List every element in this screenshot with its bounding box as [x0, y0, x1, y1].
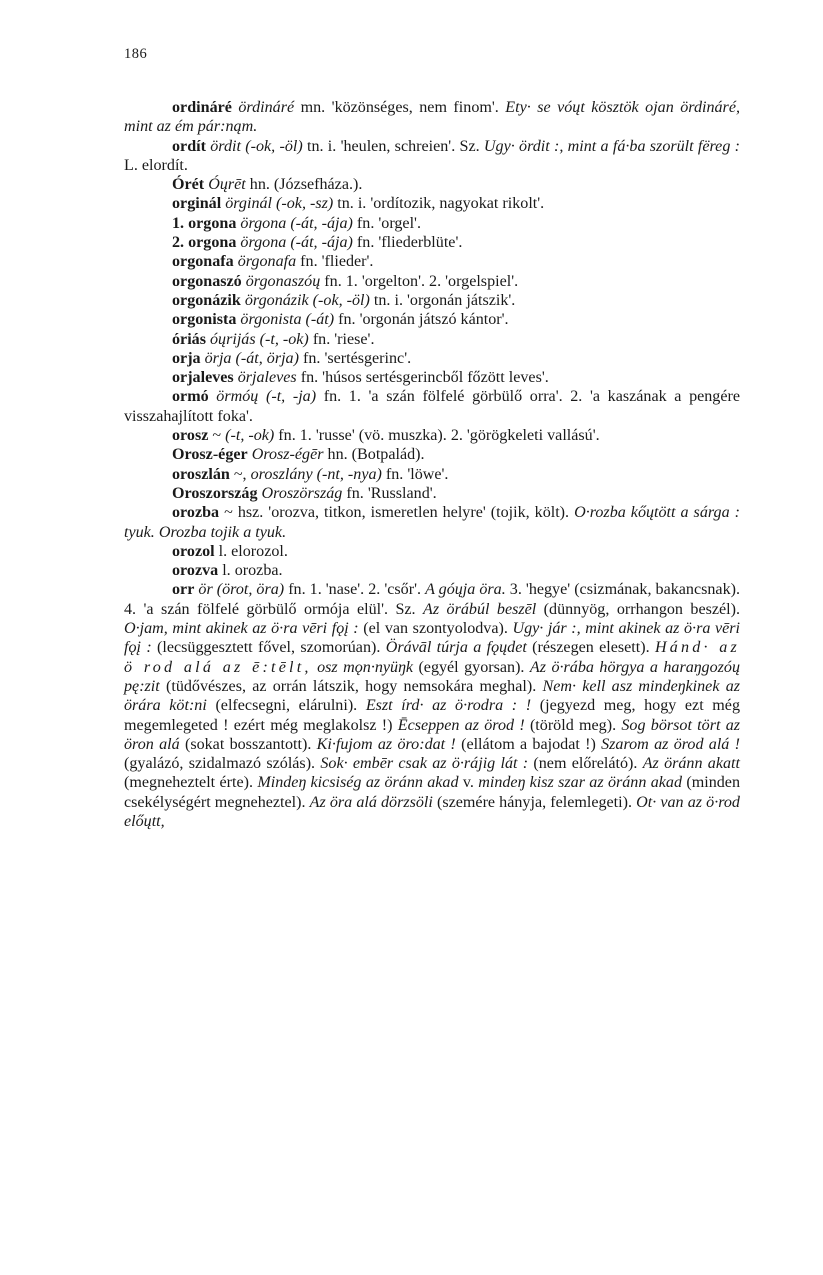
text-run: fn. 'húsos sertésgerincből főzött leves'.	[296, 369, 549, 387]
entry-headword: orozva	[172, 562, 219, 580]
dictionary-entry	[124, 445, 740, 464]
entry-headword: 2. orgona	[172, 234, 237, 252]
italic-run: örgona (-át, -ája)	[236, 234, 353, 252]
dictionary-text-column	[124, 98, 740, 831]
italic-run: Nem· kell asz mindeŋkinek az örára köt:ni	[124, 677, 740, 715]
italic-run: mindeŋ kisz szar az öránn akad	[478, 774, 683, 792]
text-run: 3. 'hegye' (csizmának, bakancsnak). 4. 'a szán fölfelé görbülő ormója elül'. Sz.	[124, 581, 740, 618]
text-run: (minden csekélységért megneheztel).	[124, 774, 740, 811]
italic-run: Eszt írd· az ö·rodra : !	[365, 697, 532, 715]
entry-headword: orr	[172, 581, 195, 599]
italic-run: örginál (-ok, -sz)	[221, 195, 334, 213]
text-run: fn. 1. 'nase'. 2. 'csőr'.	[284, 581, 426, 599]
dictionary-entry	[124, 214, 740, 233]
entry-headword: orgonista	[172, 311, 237, 329]
entry-headword: ormó	[172, 388, 209, 406]
text-run: fn. 'orgel'.	[352, 214, 421, 232]
text-run: hn. (Józsefháza.).	[245, 176, 363, 194]
italic-run: A góųja öra.	[425, 581, 506, 599]
text-run: fn. 1. 'orgelton'. 2. 'orgelspiel'.	[320, 272, 519, 290]
entry-headword: orgonafa	[172, 253, 234, 271]
text-run: (egyél gyorsan).	[412, 658, 530, 676]
entry-headword: orjaleves	[172, 369, 234, 387]
text-run: (dünnyög, orrhangon beszél).	[536, 600, 740, 618]
text-run: (tüdővészes, az orrán látszik, hogy nemsokára meghal).	[159, 677, 543, 695]
dictionary-entry	[124, 272, 740, 291]
entry-headword: Órét	[172, 176, 205, 194]
dictionary-entry	[124, 349, 740, 368]
text-run: fn. 1. 'russe' (vö. muszka). 2. 'görögkeleti vallású'.	[274, 427, 600, 445]
italic-run: Az örábúl beszēl	[423, 600, 537, 618]
text-run: (ellátom a bajodat !)	[455, 735, 602, 753]
entry-headword: Orosz-éger	[172, 446, 248, 464]
entry-headword: orginál	[172, 195, 222, 213]
entry-headword: oroszlán	[172, 465, 230, 483]
italic-run: ördináré	[231, 99, 295, 116]
text-run: (lecsüggesztett fővel, szomorúan).	[151, 639, 386, 657]
italic-run: örgona (-át, -ája)	[236, 214, 353, 232]
dictionary-entry	[124, 542, 740, 561]
text-run: (nem előrelátó).	[528, 755, 643, 773]
italic-run: Ot· van az ö·rod előųtt,	[124, 793, 740, 830]
entry-headword: orgonaszó	[172, 272, 242, 290]
text-run: (szemére hányja, felemlegeti).	[432, 793, 637, 811]
page-number: 186	[124, 46, 148, 62]
dictionary-entry	[124, 484, 740, 503]
italic-run: Oroszörszág	[257, 484, 343, 502]
text-run: (sokat bosszantott).	[179, 735, 317, 753]
text-run: (részegen elesett).	[526, 639, 655, 657]
italic-run: Ugy· ördit :, mint a fá·ba szorült fëreg :	[483, 137, 741, 155]
entry-headword: orozol	[172, 542, 215, 560]
italic-run: Sog börsot tört az öron alá	[124, 716, 740, 753]
dictionary-entry	[124, 330, 740, 349]
text-run: fn. 'Russland'.	[342, 484, 437, 502]
italic-run: örja (-át, örja)	[200, 349, 299, 367]
entry-headword: orosz	[172, 427, 209, 445]
entry-headword: 1. orgona	[172, 214, 237, 232]
italic-run: (-t, -ok)	[225, 427, 275, 445]
italic-run: ördit (-ok, -öl)	[205, 137, 303, 155]
text-run: fn. 'fliederblüte'.	[352, 234, 463, 252]
italic-run: oroszlány (-nt, -nya)	[250, 465, 382, 483]
entry-headword: Oroszország	[172, 484, 258, 502]
dictionary-entry	[124, 465, 740, 484]
dictionary-entry	[124, 503, 740, 542]
italic-run: osz mǫn·nyüŋk	[311, 658, 413, 676]
italic-run: örgonázik (-ok, -öl)	[240, 291, 370, 309]
dictionary-entry	[124, 580, 740, 831]
text-run: (gyalázó, szidalmazó szólás).	[124, 755, 321, 773]
dictionary-entry	[124, 310, 740, 329]
text-run: v.	[458, 774, 479, 792]
italic-run: Mindeŋ kicsiség az öránn akad	[257, 774, 459, 792]
entry-headword: orozba	[172, 504, 220, 522]
italic-run: örgonaszóų	[241, 272, 321, 290]
italic-run: örgonista (-át)	[236, 311, 335, 329]
italic-run: Az öránn akatt	[642, 755, 740, 773]
text-run: tn. i. 'orgonán játszik'.	[369, 291, 516, 309]
italic-run: Ety· se vóųt kösztök ojan ördináré, mint az ém pár:nąm.	[124, 99, 740, 136]
dictionary-entry	[124, 387, 740, 426]
italic-run: Orosz-égēr	[247, 446, 324, 464]
text-run: ~,	[229, 465, 251, 483]
italic-run: örjaleves	[233, 369, 297, 387]
italic-run: Ēcseppen az örod !	[397, 716, 525, 734]
text-run: ~	[208, 427, 226, 445]
dictionary-entry	[124, 368, 740, 387]
spaced-italic-run: Hánd· az ö rod alá az ē:tēlt,	[124, 639, 740, 676]
italic-run: Óųrēt	[204, 176, 246, 194]
text-run: fn. 'löwe'.	[381, 465, 449, 483]
italic-run: Sok· embēr csak az ö·rájig lát :	[320, 755, 529, 773]
entry-headword: ordít	[172, 137, 206, 155]
text-run: tn. i. 'heulen, schreien'. Sz.	[302, 137, 484, 155]
text-run: fn. 'riese'.	[308, 330, 375, 348]
italic-run: örgonafa	[233, 253, 297, 271]
dictionary-entry	[124, 252, 740, 271]
italic-run: Az ö·rába hörgya a haraŋgozóų pę:zit	[124, 658, 740, 695]
italic-run: örmóų (-t, -ja)	[208, 388, 317, 406]
dictionary-entry	[124, 98, 740, 137]
text-run: fn. 'sertésgerinc'.	[298, 349, 412, 367]
entry-headword: óriás	[172, 330, 206, 348]
italic-run: Szarom az örod alá !	[601, 735, 741, 753]
text-run: L. elordít.	[124, 156, 188, 174]
entry-headword: orja	[172, 349, 201, 367]
text-run: fn. 'orgonán játszó kántor'.	[334, 311, 509, 329]
dictionary-entry	[124, 233, 740, 252]
italic-run: ör (örot, öra)	[194, 581, 285, 599]
dictionary-entry	[124, 426, 740, 445]
text-run: (el van szontyolodva).	[358, 620, 513, 638]
dictionary-entry	[124, 194, 740, 213]
text-run: fn. 'flieder'.	[296, 253, 374, 271]
dictionary-entry	[124, 137, 740, 176]
dictionary-entry	[124, 291, 740, 310]
italic-run: óųrijás (-t, -ok)	[205, 330, 309, 348]
italic-run: Az öra alá dörzsöli	[309, 793, 433, 811]
text-run: (jegyezd meg, hogy ezt még megemlegeted ! ezért még meglakolsz !)	[124, 697, 740, 734]
text-run: hn. (Botpalád).	[323, 446, 425, 464]
entry-headword: orgonázik	[172, 291, 241, 309]
text-run: mn. 'közönséges, nem finom'.	[294, 99, 506, 116]
italic-run: O·rozba kőųtött a sárga : tyuk. Orozba tojik a tyuk.	[124, 504, 740, 541]
italic-run: Ki·fujom az öro:dat !	[316, 735, 456, 753]
text-run: (töröld meg).	[524, 716, 622, 734]
text-run: (megneheztelt érte).	[124, 774, 258, 792]
text-run: ~ hsz. 'orozva, titkon, ismeretlen helyre' (tojik, költ).	[219, 504, 575, 522]
text-run: (elfecsegni, elárulni).	[206, 697, 366, 715]
entry-headword: ordináré	[172, 99, 232, 116]
italic-run: Örávāl túrja a fǫųdet	[385, 639, 527, 657]
text-run: tn. i. 'ordítozik, nagyokat rikolt'.	[333, 195, 545, 213]
italic-run: Ugy· jár :, mint akinek az ö·ra vēri fǫį :	[124, 620, 740, 657]
text-run: l. elorozol.	[214, 542, 288, 560]
text-run: fn. 1. 'a szán fölfelé görbülő orra'. 2. 'a kaszának a pengére visszahajlított foka'.	[124, 388, 741, 425]
dictionary-entry	[124, 561, 740, 580]
italic-run: O·jam, mint akinek az ö·ra vēri fǫį :	[124, 620, 359, 638]
dictionary-entry	[124, 175, 740, 194]
text-run: l. orozba.	[218, 562, 283, 580]
